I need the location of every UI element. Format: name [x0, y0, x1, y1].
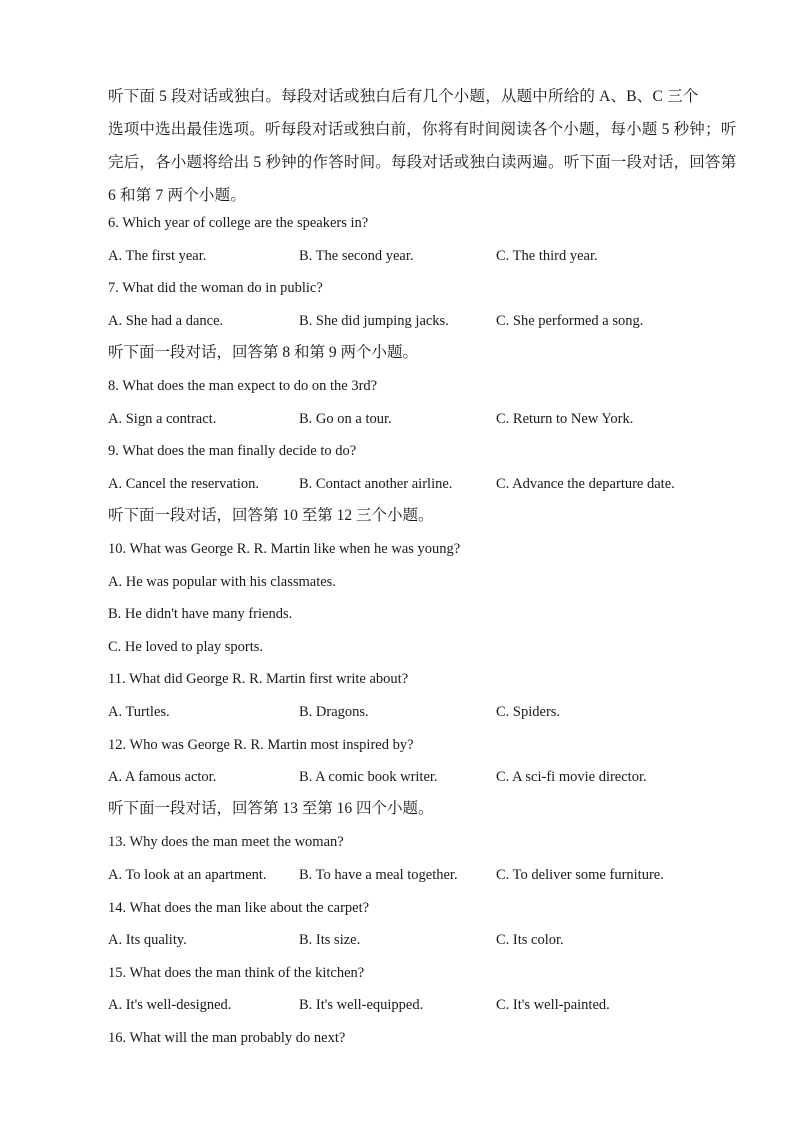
- options-8: [108, 407, 720, 431]
- question-10: 10. What was George R. R. Martin like when he was young?: [108, 541, 461, 557]
- option-14c: C. Its color.: [496, 932, 564, 948]
- section-heading-2: 听下面一段对话，回答第 8 和第 9 两个小题。: [108, 344, 419, 361]
- option-10c: C. He loved to play sports.: [108, 639, 264, 655]
- option-14a: A. Its quality.: [108, 932, 187, 948]
- option-9a: A. Cancel the reservation.: [108, 476, 259, 492]
- option-10b: B. He didn't have many friends.: [108, 606, 293, 622]
- question-11: 11. What did George R. R. Martin first write about?: [108, 671, 409, 687]
- option-7b: B. She did jumping jacks.: [299, 313, 449, 329]
- option-12b: B. A comic book writer.: [299, 769, 438, 785]
- option-15b: B. It's well-equipped.: [299, 997, 424, 1013]
- question-13: 13. Why does the man meet the woman?: [108, 834, 344, 850]
- option-15c: C. It's well-painted.: [496, 997, 610, 1013]
- option-14b: B. Its size.: [299, 932, 361, 948]
- question-8: 8. What does the man expect to do on the 3rd?: [108, 378, 378, 394]
- intro-line-2: 选项中选出最佳选项。听每段对话或独白前，你将有时间阅读各个小题，每小题 5 秒钟；听: [108, 121, 737, 138]
- option-8c: C. Return to New York.: [496, 411, 634, 427]
- intro-line-4: 6 和第 7 两个小题。: [108, 187, 247, 204]
- option-15a: A. It's well-designed.: [108, 997, 232, 1013]
- option-12c: C. A sci-fi movie director.: [496, 769, 647, 785]
- question-6: 6. Which year of college are the speakers in?: [108, 215, 369, 231]
- section-heading-3: 听下面一段对话，回答第 10 至第 12 三个小题。: [108, 507, 434, 524]
- option-13c: C. To deliver some furniture.: [496, 867, 664, 883]
- options-12: [108, 765, 720, 789]
- question-15: 15. What does the man think of the kitchen?: [108, 965, 365, 981]
- section-intro: [108, 80, 737, 212]
- option-6a: A. The first year.: [108, 248, 207, 264]
- option-7c: C. She performed a song.: [496, 313, 644, 329]
- options-11: [108, 700, 720, 724]
- question-14: 14. What does the man like about the carpet?: [108, 900, 370, 916]
- option-7a: A. She had a dance.: [108, 313, 224, 329]
- question-9: 9. What does the man finally decide to do?: [108, 443, 357, 459]
- option-11b: B. Dragons.: [299, 704, 369, 720]
- options-15: [108, 993, 720, 1017]
- options-14: [108, 928, 720, 952]
- option-6b: B. The second year.: [299, 248, 414, 264]
- options-6: [108, 244, 720, 268]
- question-7: 7. What did the woman do in public?: [108, 280, 323, 296]
- section-heading-4: 听下面一段对话，回答第 13 至第 16 四个小题。: [108, 800, 434, 817]
- option-11a: A. Turtles.: [108, 704, 170, 720]
- option-13b: B. To have a meal together.: [299, 867, 458, 883]
- option-12a: A. A famous actor.: [108, 769, 217, 785]
- option-9c: C. Advance the departure date.: [496, 476, 675, 492]
- option-8b: B. Go on a tour.: [299, 411, 392, 427]
- options-9: [108, 472, 720, 496]
- option-6c: C. The third year.: [496, 248, 598, 264]
- option-9b: B. Contact another airline.: [299, 476, 453, 492]
- question-12: 12. Who was George R. R. Martin most inspired by?: [108, 737, 414, 753]
- intro-line-1: 听下面 5 段对话或独白。每段对话或独白后有几个小题，从题中所给的 A、B、C 三个: [108, 88, 699, 105]
- options-13: [108, 863, 720, 887]
- options-7: [108, 309, 720, 333]
- option-11c: C. Spiders.: [496, 704, 561, 720]
- question-16: 16. What will the man probably do next?: [108, 1030, 346, 1046]
- option-13a: A. To look at an apartment.: [108, 867, 267, 883]
- option-8a: A. Sign a contract.: [108, 411, 217, 427]
- intro-line-3: 完后，各小题将给出 5 秒钟的作答时间。每段对话或独白读两遍。听下面一段对话，回答第: [108, 154, 737, 171]
- option-10a: A. He was popular with his classmates.: [108, 574, 336, 590]
